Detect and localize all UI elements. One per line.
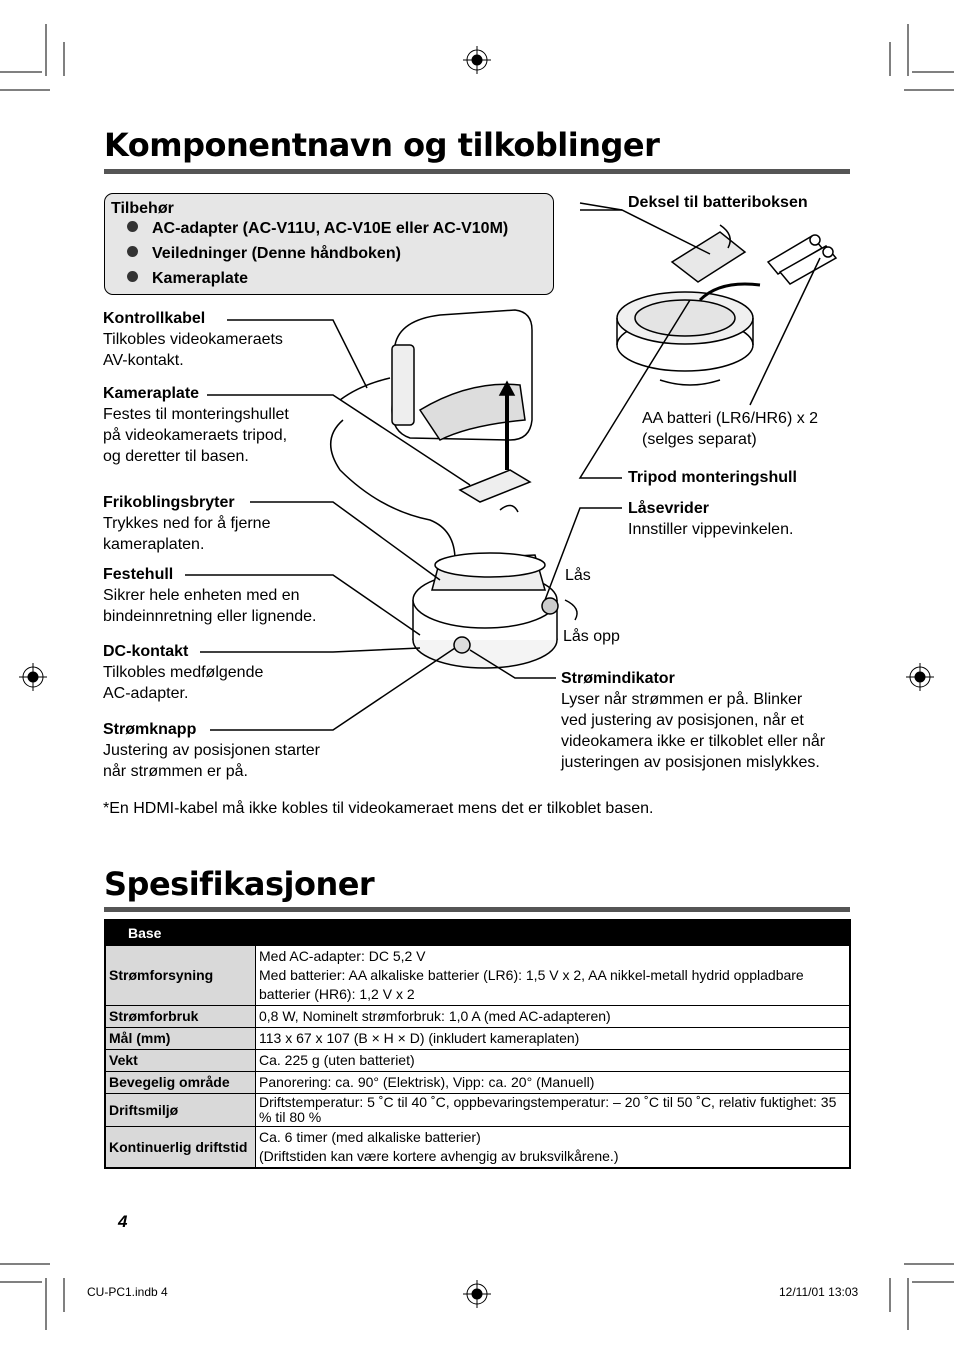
battery-base-illustration (617, 225, 836, 385)
footer-date: 12/11/01 13:03 (779, 1285, 859, 1299)
heading-specs: Spesifikasjoner (104, 865, 375, 903)
heading-components: Komponentnavn og tilkoblinger (104, 126, 660, 164)
registration-mark-left (19, 663, 47, 691)
registration-mark-right (906, 663, 934, 691)
page-number: 4 (118, 1212, 128, 1231)
table-row: Vekt Ca. 225 g (uten batteriet) (105, 1050, 850, 1072)
label-las-opp: Lås opp (563, 628, 620, 645)
label-tripod: Tripod monteringshull (628, 469, 797, 486)
accessory-item: Veiledninger (Denne håndboken) (127, 245, 401, 263)
bullet-icon (127, 221, 138, 232)
label-kameraplate: Kameraplate Festes til monteringshullet på videokameraets tripod, og deretter til basen. (103, 385, 289, 465)
bullet-icon (127, 271, 138, 282)
label-deksel: Deksel til batteriboksen (628, 194, 808, 211)
table-row: Bevegelig område Panorering: ca. 90° (Elektrisk), Vipp: ca. 20° (Manuell) (105, 1072, 850, 1094)
heading-rule (104, 907, 850, 912)
spec-table (104, 919, 851, 1169)
accessory-item: AC-adapter (AC-V11U, AC-V10E eller AC-V10M) (127, 220, 508, 238)
label-kontrollkabel: Kontrollkabel Tilkobles videokameraets AV-kontakt. (103, 310, 283, 369)
table-row: Driftsmiljø Driftstemperatur: 5 ˚C til 40 ˚C, oppbevaringstemperatur: – 20 ˚C til 50 ˚C, relativ fuktighet: 35 % til 80 % (105, 1094, 850, 1127)
label-las: Lås (565, 567, 591, 584)
hdmi-note: *En HDMI-kabel må ikke kobles til videokameraet mens det er tilkoblet basen. (103, 800, 654, 817)
registration-mark-top (463, 46, 491, 74)
accessories-box (104, 193, 554, 295)
accessories-title: Tilbehør (111, 200, 174, 217)
heading-rule (104, 169, 850, 174)
footer-file: CU-PC1.indb 4 (87, 1285, 168, 1299)
label-stromknapp: Strømknapp Justering av posisjonen starter når strømmen er på. (103, 721, 320, 780)
label-dc-kontakt: DC-kontakt Tilkobles medfølgende AC-adapter. (103, 643, 264, 702)
table-row: Mål (mm) 113 x 67 x 107 (B × H × D) (inkludert kameraplaten) (105, 1028, 850, 1050)
table-row: Strømforbruk 0,8 W, Nominelt strømforbruk: 1,0 A (med AC-adapteren) (105, 1006, 850, 1028)
registration-mark-bottom (463, 1280, 491, 1308)
table-row: Strømforsyning Med AC-adapter: DC 5,2 V Med batterier: AA alkaliske batterier (LR6): 1,5 V x 2, AA nikkel-metall hydrid oppladbare batterier (HR6): 1,2 V x 2 (105, 946, 850, 1006)
label-frikoblingsbryter: Frikoblingsbryter Trykkes ned for å fjerne kameraplaten. (103, 494, 271, 553)
label-lasevrider: Låsevrider Innstiller vippevinkelen. (628, 500, 794, 538)
table-row: Kontinuerlig driftstid Ca. 6 timer (med alkaliske batterier) (Driftstiden kan være kortere avhengig av bruksvilkårene.) (105, 1127, 850, 1169)
base-illustration (413, 553, 577, 668)
accessory-item: Kameraplate (127, 270, 248, 288)
spec-table-header: Base (105, 920, 850, 946)
label-aa-batteri: AA batteri (LR6/HR6) x 2 (selges separat) (642, 410, 819, 448)
label-festehull: Festehull Sikrer hele enheten med en bindeinnretning eller lignende. (103, 566, 317, 625)
bullet-icon (127, 246, 138, 257)
label-stromindikator: Strømindikator Lyser når strømmen er på. Blinker ved justering av posisjonen, når et videokamera ikke er tilkoblet eller når justeringen av posisjonen mislykkes. (561, 670, 826, 771)
